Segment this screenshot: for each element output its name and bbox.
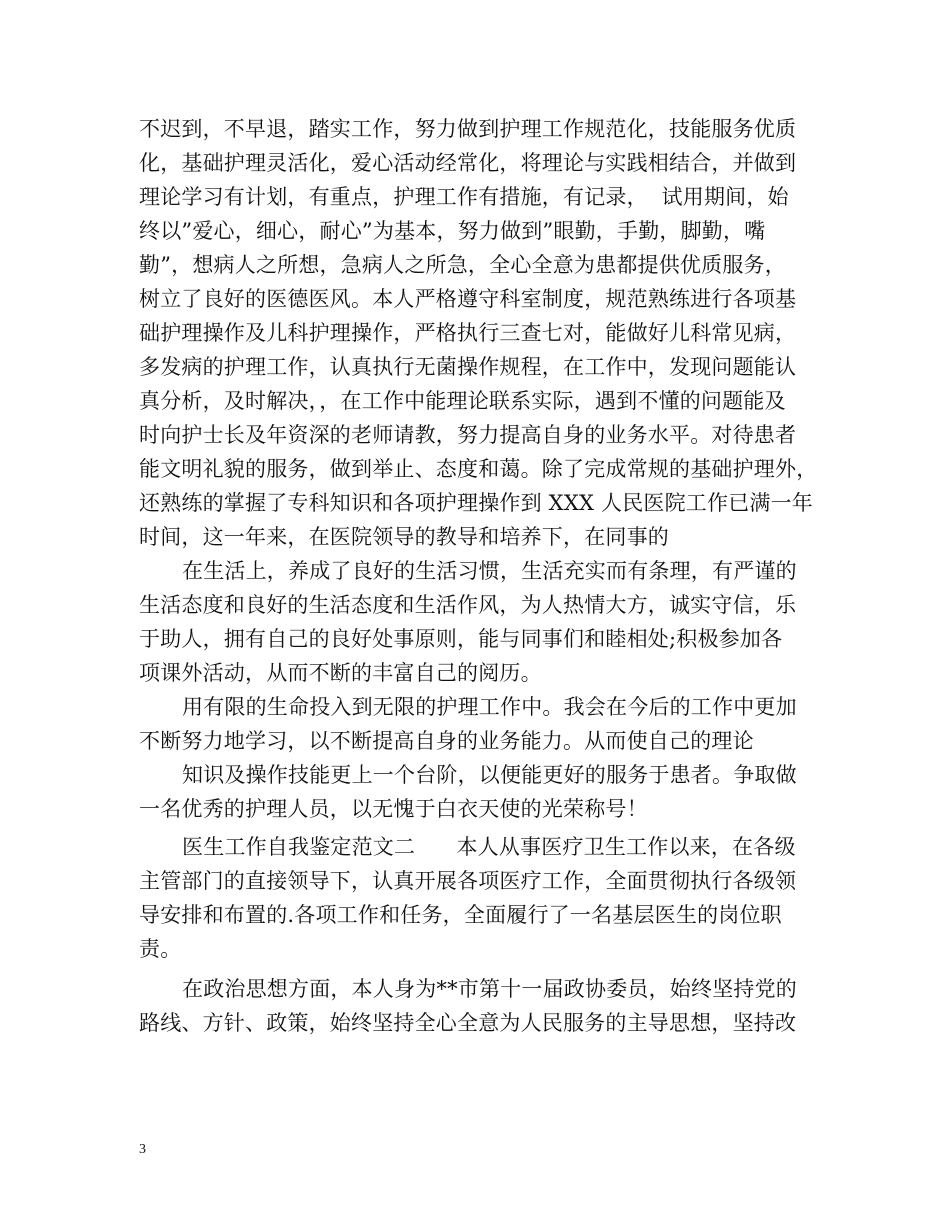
text-line: 导安排和布置的.各项工作和任务，全面履行了一名基层医生的岗位职 (139, 903, 782, 927)
text-line: 主管部门的直接领导下，认真开展各项医疗工作，全面贯彻执行各级领 (139, 869, 797, 893)
text-line: 时间，这一年来，在医院领导的教导和培养下，在同事的 (139, 525, 669, 549)
text-line: 能文明礼貌的服务，做到举止、态度和蔼。除了完成常规的基础护理外， (139, 457, 818, 481)
text-line: 于助人，拥有自己的良好处事原则，能与同事们和睦相处;积极参加各 (139, 627, 783, 651)
paragraph-first-line: 在生活上，养成了良好的生活习惯，生活充实而有条理，有严谨的 (182, 559, 797, 583)
paragraph-first-line: 用有限的生命投入到无限的护理工作中。我会在今后的工作中更加 (182, 695, 797, 719)
text-line: 一名优秀的护理人员，以无愧于白衣天使的光荣称号！ (139, 797, 648, 821)
text-line: 时向护士长及年资深的老师请教，努力提高自身的业务水平。对待患者 (139, 423, 797, 447)
text-line: 础护理操作及儿科护理操作，严格执行三查七对，能做好儿科常见病， (139, 321, 797, 345)
paragraph-first-line: 知识及操作技能更上一个台阶，以便能更好的服务于患者。争取做 (182, 763, 797, 787)
text-line: 还熟练的掌握了专科知识和各项护理操作到 XXX 人民医院工作已满一年 (139, 491, 813, 515)
text-line: 多发病的护理工作，认真执行无菌操作规程，在工作中，发现问题能认 (139, 355, 797, 379)
text-line: 生活态度和良好的生活态度和生活作风，为人热情大方，诚实守信，乐 (139, 593, 797, 617)
text-line: 终以”爱心，细心，耐心”为基本，努力做到”眼勤，手勤，脚勤，嘴 (139, 219, 766, 243)
text-line: 真分析，及时解决，，在工作中能理论联系实际，遇到不懂的问题能及 (139, 389, 786, 413)
text-line: 项课外活动，从而不断的丰富自己的阅历。 (139, 661, 542, 685)
text-line: 勤”，想病人之所想，急病人之所急，全心全意为患都提供优质服务， (139, 253, 786, 277)
text-line: 不断努力地学习，以不断提高自身的业务能力。从而使自己的理论 (139, 729, 754, 753)
text-line: 化，基础护理灵活化，爱心活动经常化，将理论与实践相结合，并做到 (139, 151, 797, 175)
text-line: 树立了良好的医德医风。本人严格遵守科室制度，规范熟练进行各项基 (139, 287, 797, 311)
text-line: 责。 (139, 937, 182, 961)
page-number: 3 (139, 1142, 146, 1157)
text-line: 理论学习有计划，有重点，护理工作有措施，有记录， 试用期间，始 (139, 185, 789, 209)
text-line: 路线、方针、政策，始终坚持全心全意为人民服务的主导思想，坚持改 (139, 1011, 797, 1035)
paragraph-first-line: 医生工作自我鉴定范文二 本人从事医疗卫生工作以来，在各级 (182, 835, 796, 859)
paragraph-first-line: 在政治思想方面，本人身为**市第十一届政协委员，始终坚持党的 (182, 977, 797, 1001)
text-line: 不迟到，不早退，踏实工作，努力做到护理工作规范化，技能服务优质 (139, 117, 797, 141)
